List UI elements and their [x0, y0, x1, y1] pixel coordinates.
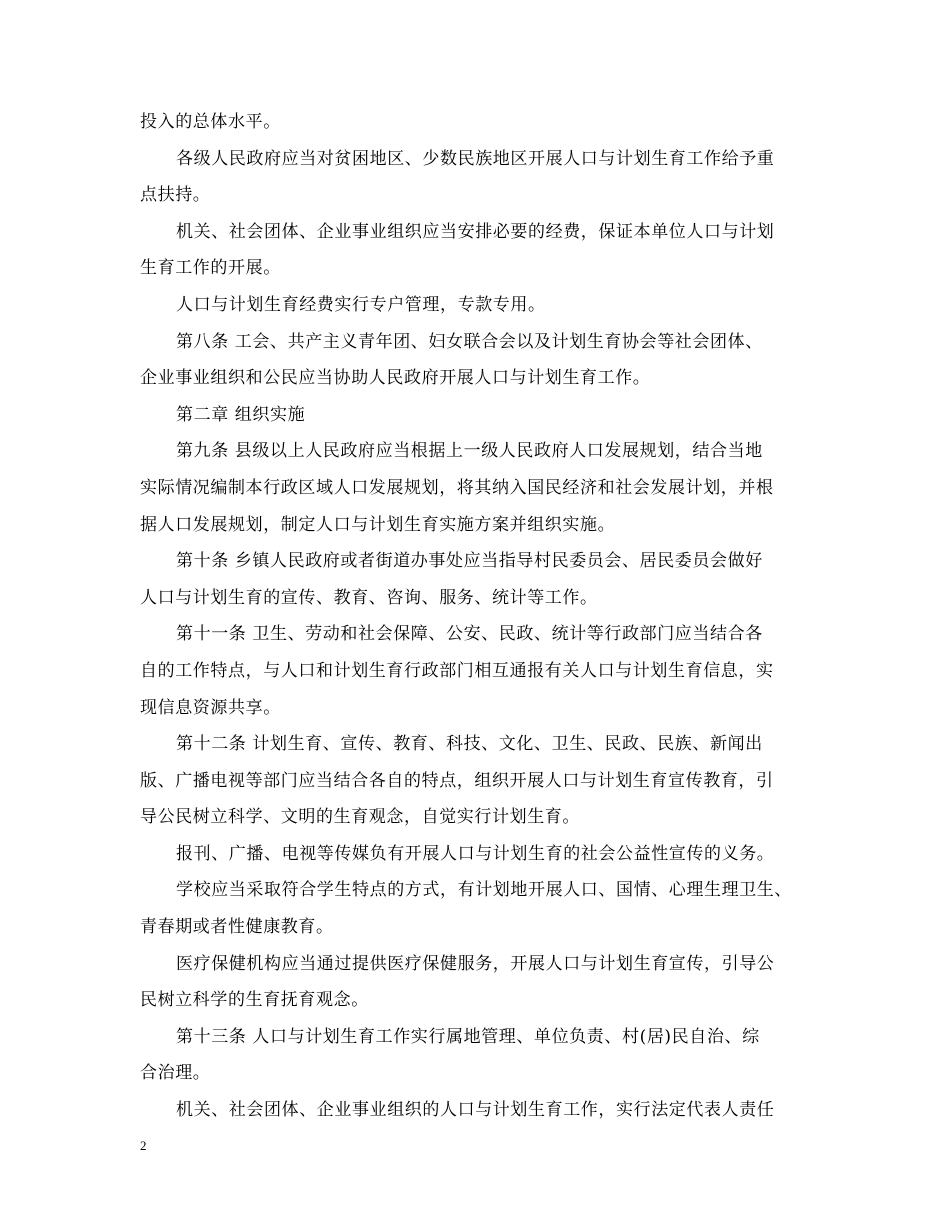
text-line: 现信息资源共享。 [140, 697, 281, 718]
text-line: 投入的总体水平。 [140, 112, 281, 132]
article-13-heading: 第十三条 人口与计划生育工作实行属地管理、单位负责、村(居)民自治、综 [176, 1026, 760, 1047]
text-line: 各级人民政府应当对贫困地区、少数民族地区开展人口与计划生育工作给予重 [176, 148, 775, 169]
article-10-heading: 第十条 乡镇人民政府或者街道办事处应当指导村民委员会、居民委员会做好 [176, 551, 763, 572]
text-line: 人口与计划生育的宣传、教育、咨询、服务、统计等工作。 [140, 587, 598, 608]
text-line: 企业事业组织和公民应当协助人民政府开展人口与计划生育工作。 [140, 368, 651, 389]
text-line: 据人口发展规划，制定人口与计划生育实施方案并组织实施。 [140, 514, 616, 535]
article-8-heading: 第八条 工会、共产主义青年团、妇女联合会以及计划生育协会等社会团体、 [176, 331, 763, 352]
text-line: 点扶持。 [140, 185, 211, 206]
text-line: 版、广播电视等部门应当结合各自的特点，组织开展人口与计划生育宣传教育，引 [140, 770, 774, 791]
text-line: 生育工作的开展。 [140, 258, 281, 279]
chapter-heading: 第二章 组织实施 [176, 404, 306, 425]
text-line: 实际情况编制本行政区域人口发展规划，将其纳入国民经济和社会发展计划，并根 [140, 477, 774, 498]
article-11-heading: 第十一条 卫生、劳动和社会保障、公安、民政、统计等行政部门应当结合各 [176, 624, 763, 645]
text-line: 合治理。 [140, 1063, 211, 1084]
text-line: 学校应当采取符合学生特点的方式，有计划地开展人口、国情、心理生理卫生、 [176, 880, 792, 901]
text-line: 报刊、广播、电视等传媒负有开展人口与计划生育的社会公益性宣传的义务。 [176, 843, 775, 864]
text-line: 医疗保健机构应当通过提供医疗保健服务，开展人口与计划生育宣传，引导公 [176, 953, 775, 974]
text-line: 机关、社会团体、企业事业组织应当安排必要的经费，保证本单位人口与计划 [176, 221, 775, 242]
text-line: 自的工作特点，与人口和计划生育行政部门相互通报有关人口与计划生育信息，实 [140, 660, 774, 681]
text-line: 人口与计划生育经费实行专户管理，专款专用。 [176, 294, 546, 315]
text-line: 民树立科学的生育抚育观念。 [140, 990, 369, 1011]
page-number: 2 [140, 1138, 147, 1153]
text-line: 机关、社会团体、企业事业组织的人口与计划生育工作，实行法定代表人责任 [176, 1100, 775, 1121]
article-12-heading: 第十二条 计划生育、宣传、教育、科技、文化、卫生、民政、民族、新闻出 [176, 734, 763, 755]
document-body [140, 112, 830, 1137]
text-line: 导公民树立科学、文明的生育观念，自觉实行计划生育。 [140, 807, 580, 828]
text-line: 青春期或者性健康教育。 [140, 917, 334, 938]
article-9-heading: 第九条 县级以上人民政府应当根据上一级人民政府人口发展规划，结合当地 [176, 441, 763, 462]
